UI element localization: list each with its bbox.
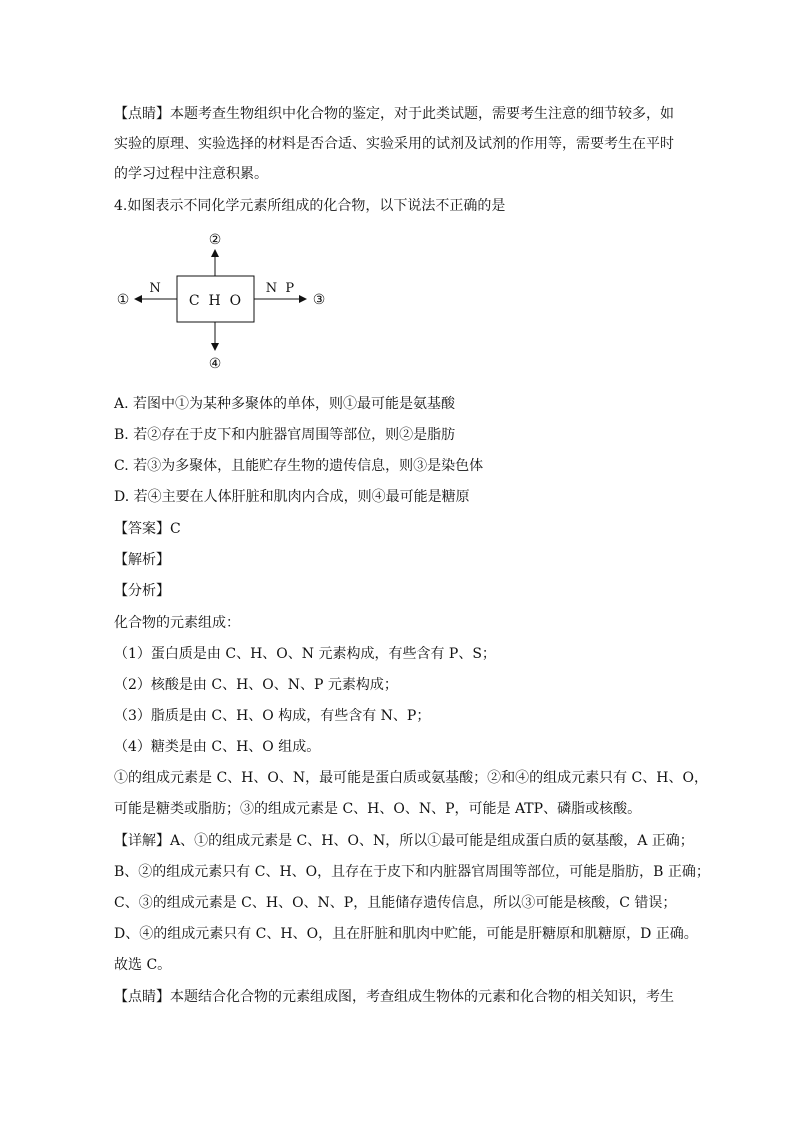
detail-a: 【详解】A、①的组成元素是 C、H、O、N，所以①最可能是组成蛋白质的氨基酸，A 正确；	[114, 833, 694, 849]
option-b: B. 若②存在于皮下和内脏器官周围等部位，则②是脂肪	[114, 427, 456, 443]
option-c: C. 若③为多聚体，且能贮存生物的遗传信息，则③是染色体	[114, 458, 484, 474]
composition-3: （3）脂质是由 C、H、O 构成，有些含有 N、P；	[114, 708, 431, 724]
node-1: ①	[116, 292, 130, 308]
note-final: 【点睛】本题结合化合物的元素组成图，考查组成生物体的元素和化合物的相关知识，考生	[114, 989, 674, 1005]
composition-heading: 化合物的元素组成：	[114, 615, 240, 631]
node-4: ④	[208, 356, 222, 372]
node-3: ③	[312, 292, 326, 308]
element-diagram	[110, 226, 340, 376]
detail-b: B、②的组成元素只有 C、H、O，且存在于皮下和内脏器官周围等部位，可能是脂肪，B 正确；	[114, 864, 710, 880]
detail-c: C、③的组成元素是 C、H、O、N、P，且能储存遗传信息，所以③可能是核酸，C 错误；	[114, 895, 677, 911]
composition-1: （1）蛋白质是由 C、H、O、N 元素构成，有些含有 P、S；	[114, 646, 496, 662]
left-arrow-label: N	[149, 281, 161, 296]
option-a: A. 若图中①为某种多聚体的单体，则①最可能是氨基酸	[114, 396, 456, 412]
right-arrow-label: N P	[265, 281, 295, 296]
fenxi-heading: 【分析】	[114, 583, 170, 599]
node-2: ②	[208, 232, 222, 248]
composition-2: （2）核酸是由 C、H、O、N、P 元素构成；	[114, 677, 398, 693]
note-line-3: 的学习过程中注意积累。	[114, 166, 268, 182]
summary-1: ①的组成元素是 C、H、O、N，最可能是蛋白质或氨基酸；②和④的组成元素只有 C、H、O，	[114, 770, 708, 786]
summary-2: 可能是糖类或脂肪；③的组成元素是 C、H、O、N、P，可能是 ATP、磷脂或核酸。	[114, 801, 642, 817]
detail-d: D、④的组成元素只有 C、H、O，且在肝脏和肌肉中贮能，可能是肝糖原和肌糖原，D 正确。	[114, 926, 698, 942]
choice-summary: 故选 C。	[114, 957, 172, 973]
note-line-1: 【点睛】本题考查生物组织中化合物的鉴定，对于此类试题，需要考生注意的细节较多，如	[114, 106, 674, 122]
question-4: 4.如图表示不同化学元素所组成的化合物，以下说法不正确的是	[114, 198, 506, 214]
box-label: C H O	[188, 293, 242, 309]
composition-4: （4）糖类是由 C、H、O 组成。	[114, 739, 321, 755]
option-d: D. 若④主要在人体肝脏和肌肉内合成，则④最可能是糖原	[114, 489, 470, 505]
answer: 【答案】C	[114, 521, 181, 537]
note-line-2: 实验的原理、实验选择的材料是否合适、实验采用的试剂及试剂的作用等，需要考生在平时	[114, 136, 674, 152]
analysis-heading: 【解析】	[114, 552, 170, 568]
